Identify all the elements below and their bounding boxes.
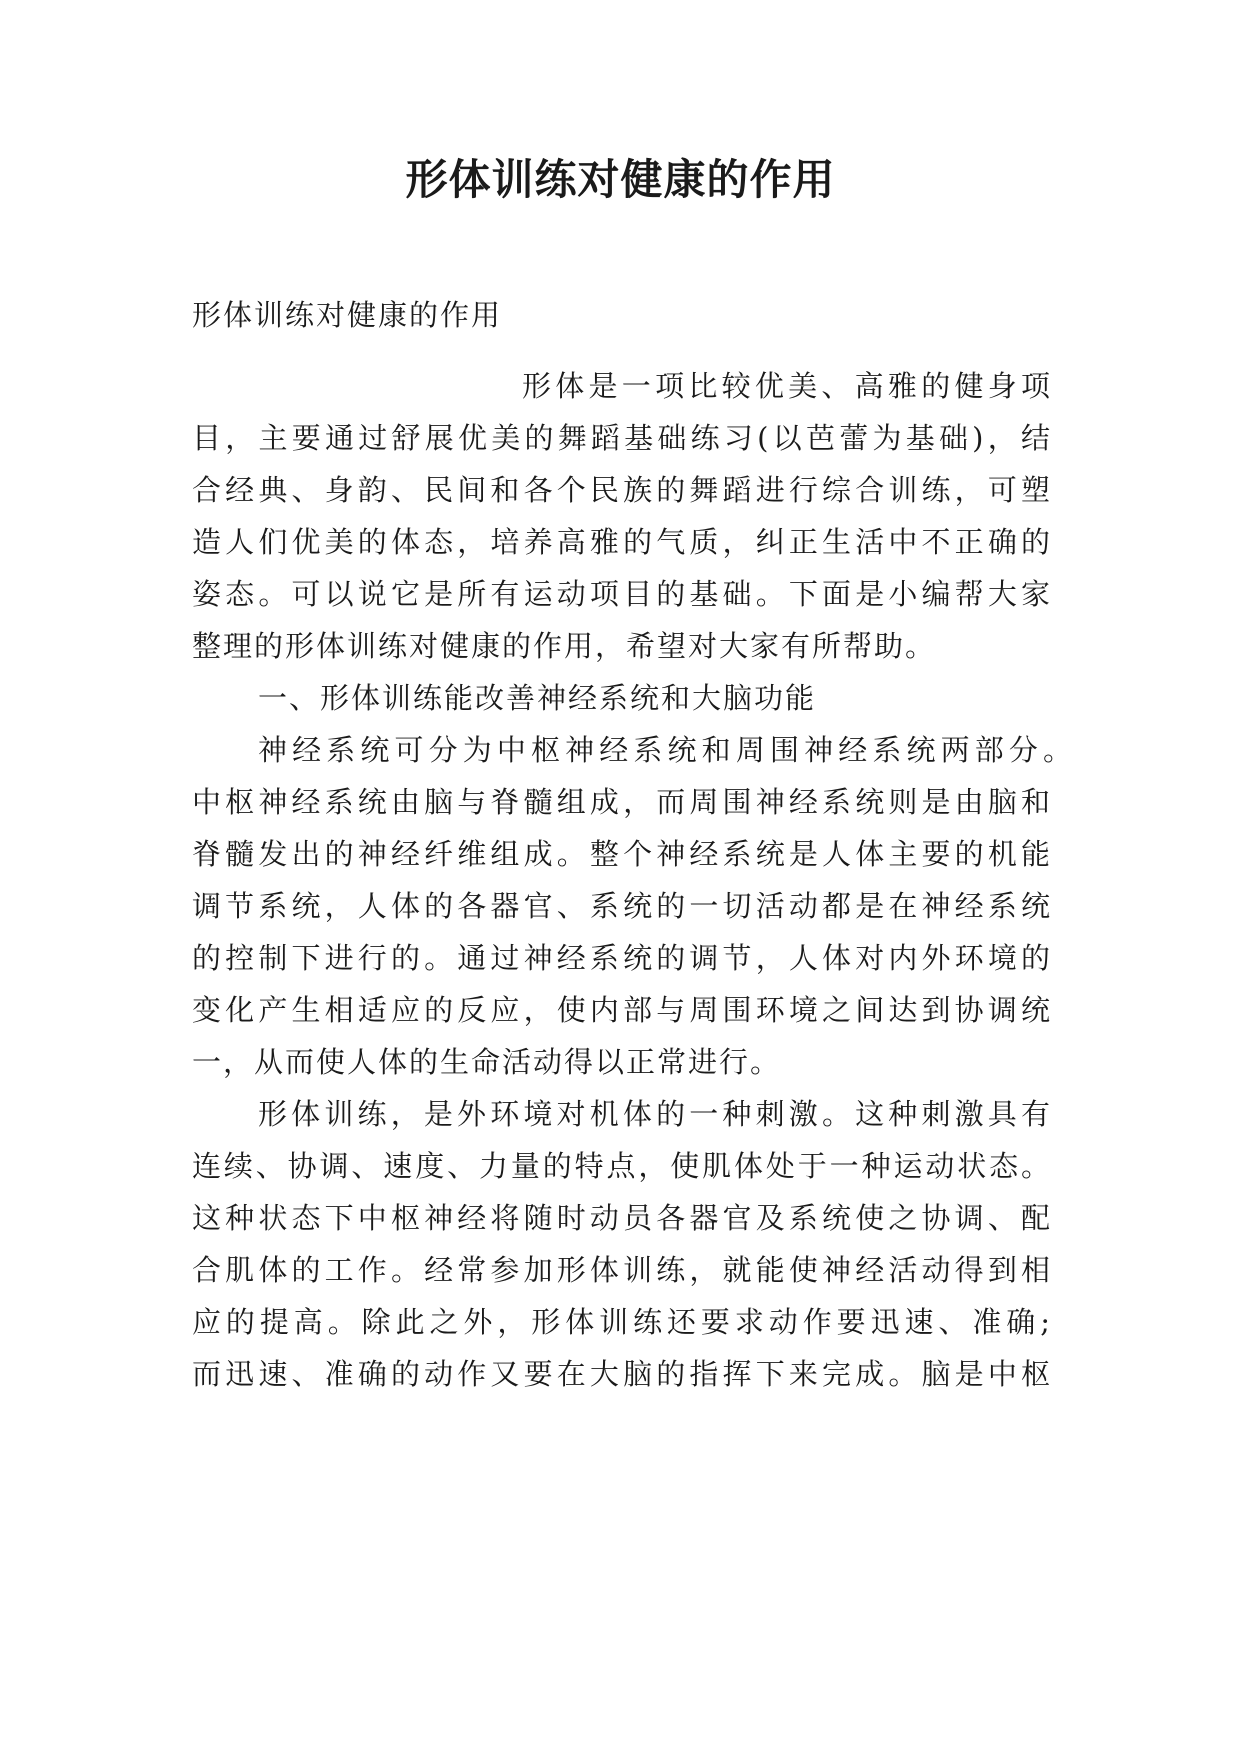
paragraph-line: 目，主要通过舒展优美的舞蹈基础练习(以芭蕾为基础)，结: [192, 421, 1050, 455]
paragraph-line: 形体是一项比较优美、高雅的健身项: [522, 369, 1050, 403]
paragraph-line: 应的提高。除此之外，形体训练还要求动作要迅速、准确;: [192, 1305, 1050, 1339]
paragraph-line: 合经典、身韵、民间和各个民族的舞蹈进行综合训练，可塑: [192, 473, 1050, 507]
paragraph-line: 姿态。可以说它是所有运动项目的基础。下面是小编帮大家: [192, 577, 1050, 611]
paragraph-line: 调节系统，人体的各器官、系统的一切活动都是在神经系统: [192, 889, 1050, 923]
document-title: 形体训练对健康的作用: [405, 155, 836, 204]
paragraph-line: 变化产生相适应的反应，使内部与周围环境之间达到协调统: [192, 993, 1050, 1027]
paragraph-line: 中枢神经系统由脑与脊髓组成，而周围神经系统则是由脑和: [192, 785, 1050, 819]
paragraph-line: 形体训练，是外环境对机体的一种刺激。这种刺激具有: [258, 1097, 1050, 1131]
paragraph-line: 整理的形体训练对健康的作用，希望对大家有所帮助。: [192, 629, 937, 663]
paragraph-line: 脊髓发出的神经纤维组成。整个神经系统是人体主要的机能: [192, 837, 1050, 871]
paragraph-line: 的控制下进行的。通过神经系统的调节，人体对内外环境的: [192, 941, 1050, 975]
paragraph-line: 造人们优美的体态，培养高雅的气质，纠正生活中不正确的: [192, 525, 1050, 559]
paragraph-line: 连续、协调、速度、力量的特点，使肌体处于一种运动状态。: [192, 1149, 1050, 1183]
paragraph-line: 神经系统可分为中枢神经系统和周围神经系统两部分。: [258, 733, 1072, 767]
paragraph-line: 一，从而使人体的生命活动得以正常进行。: [192, 1045, 782, 1079]
paragraph-line: 这种状态下中枢神经将随时动员各器官及系统使之协调、配: [192, 1201, 1050, 1235]
paragraph-line: 合肌体的工作。经常参加形体训练，就能使神经活动得到相: [192, 1253, 1050, 1287]
section-heading: 一、形体训练能改善神经系统和大脑功能: [258, 681, 817, 715]
paragraph-line: 而迅速、准确的动作又要在大脑的指挥下来完成。脑是中枢: [192, 1357, 1050, 1391]
document-subtitle: 形体训练对健康的作用: [192, 298, 503, 332]
